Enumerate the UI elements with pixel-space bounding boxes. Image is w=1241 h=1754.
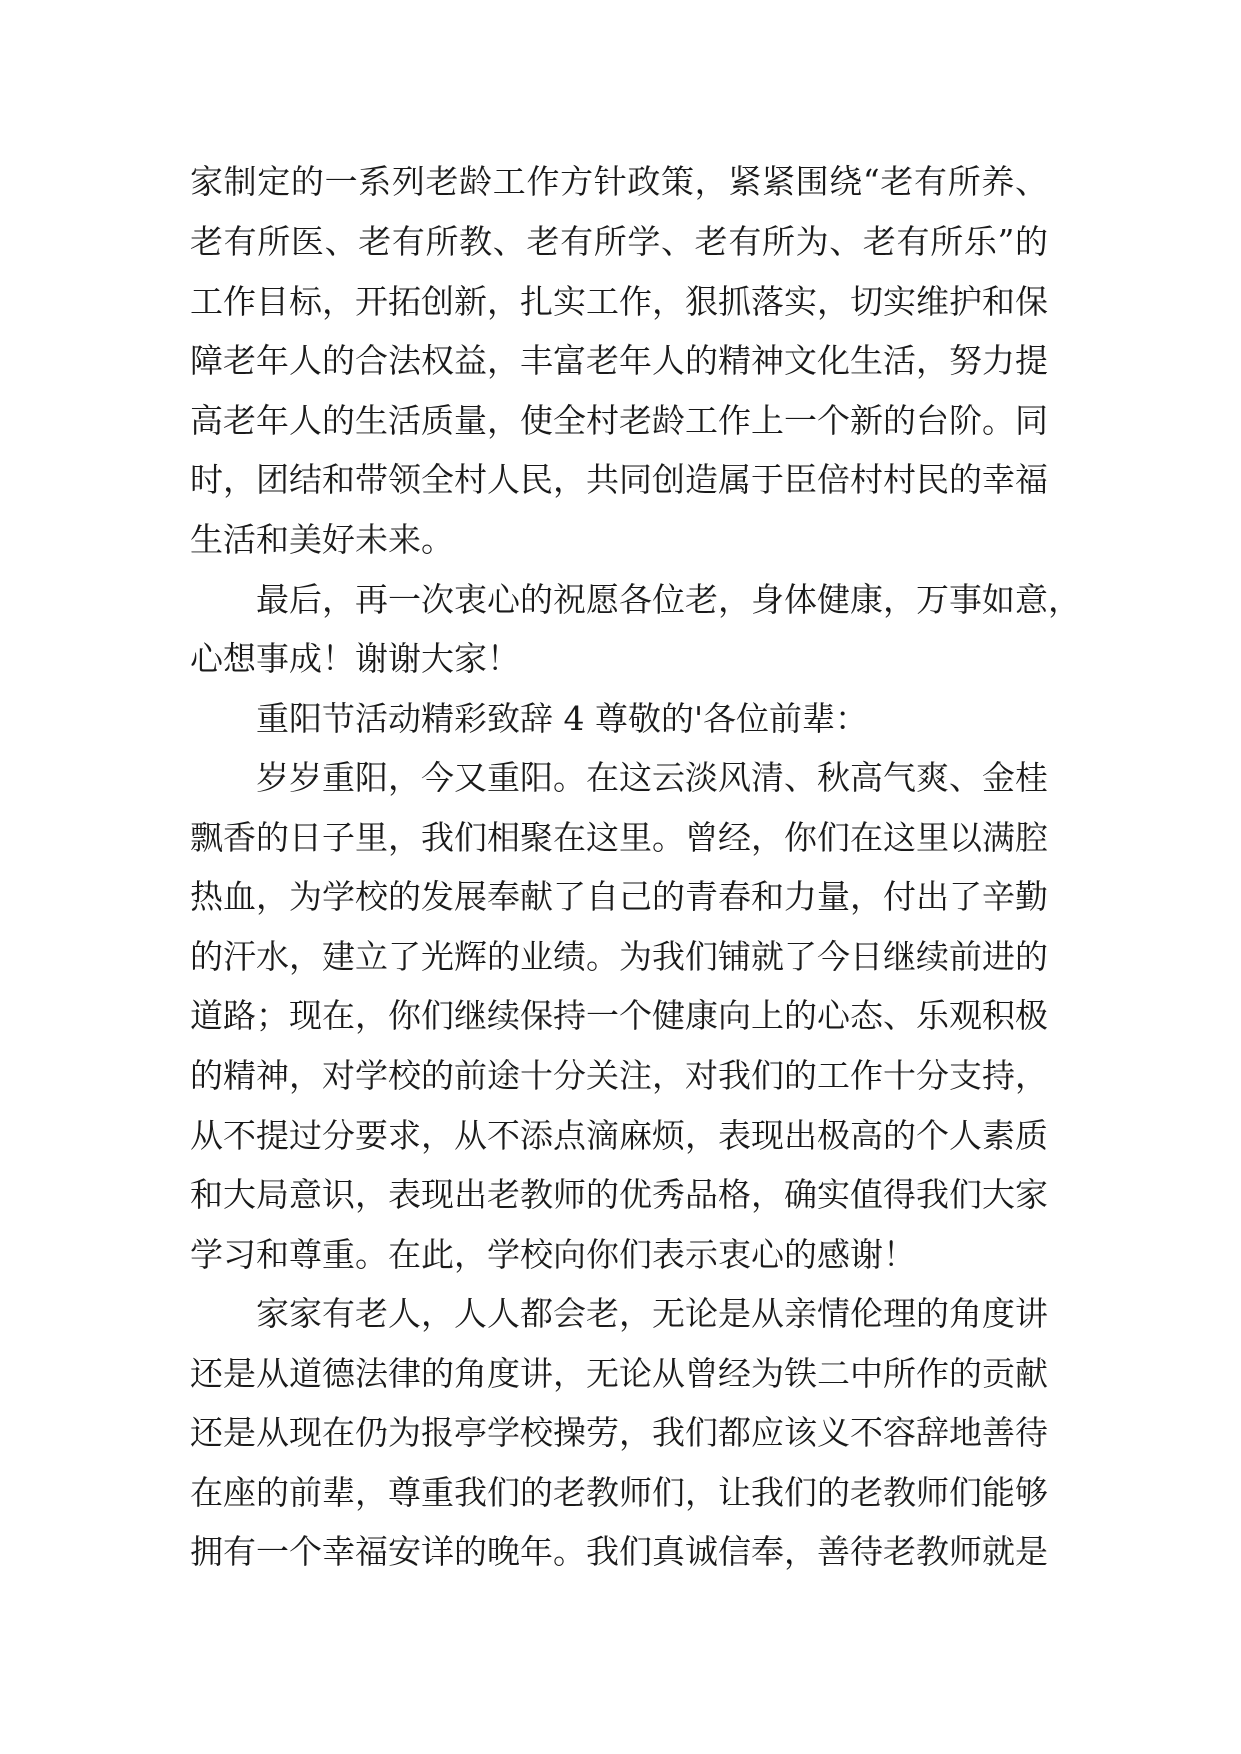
text-line: 障老年人的合法权益，丰富老年人的精神文化生活，努力提: [190, 341, 1048, 380]
text-line: 心想事成！谢谢大家！: [190, 639, 520, 678]
text-line: 工作目标，开拓创新，扎实工作，狠抓落实，切实维护和保: [190, 282, 1048, 321]
text-line: 道路；现在，你们继续保持一个健康向上的心态、乐观积极: [190, 996, 1048, 1035]
text-line: 家家有老人，人人都会老，无论是从亲情伦理的角度讲: [256, 1294, 1048, 1333]
text-line: 高老年人的生活质量，使全村老龄工作上一个新的台阶。同: [190, 401, 1048, 440]
text-line: 和大局意识，表现出老教师的优秀品格，确实值得我们大家: [190, 1175, 1048, 1214]
text-line: 老有所医、老有所教、老有所学、老有所为、老有所乐”的: [190, 222, 1048, 261]
text-line: 从不提过分要求，从不添点滴麻烦，表现出极高的个人素质: [190, 1116, 1048, 1155]
text-line: 在座的前辈，尊重我们的老教师们，让我们的老教师们能够: [190, 1473, 1048, 1512]
text-line: 的精神，对学校的前途十分关注，对我们的工作十分支持，: [190, 1056, 1048, 1095]
text-line: 拥有一个幸福安详的晚年。我们真诚信奉，善待老教师就是: [190, 1532, 1048, 1571]
text-line: 的汗水，建立了光辉的业绩。为我们铺就了今日继续前进的: [190, 937, 1048, 976]
text-line: 热血，为学校的发展奉献了自己的青春和力量，付出了辛勤: [190, 877, 1048, 916]
text-line: 还是从现在仍为报亭学校操劳，我们都应该义不容辞地善待: [190, 1413, 1048, 1452]
text-line: 飘香的日子里，我们相聚在这里。曾经，你们在这里以满腔: [190, 818, 1048, 857]
text-line: 时，团结和带领全村人民，共同创造属于臣倍村村民的幸福: [190, 460, 1048, 499]
text-line: 最后，再一次衷心的祝愿各位老，身体健康，万事如意，: [256, 580, 1081, 619]
text-line: 学习和尊重。在此，学校向你们表示衷心的感谢！: [190, 1235, 916, 1274]
section-heading: 重阳节活动精彩致辞 4 尊敬的'各位前辈：: [256, 699, 869, 738]
text-line: 生活和美好未来。: [190, 520, 454, 559]
text-line: 还是从道德法律的角度讲，无论从曾经为铁二中所作的贡献: [190, 1354, 1048, 1393]
text-line: 岁岁重阳，今又重阳。在这云淡风清、秋高气爽、金桂: [256, 758, 1048, 797]
text-line: 家制定的一系列老龄工作方针政策，紧紧围绕“老有所养、: [190, 162, 1048, 201]
